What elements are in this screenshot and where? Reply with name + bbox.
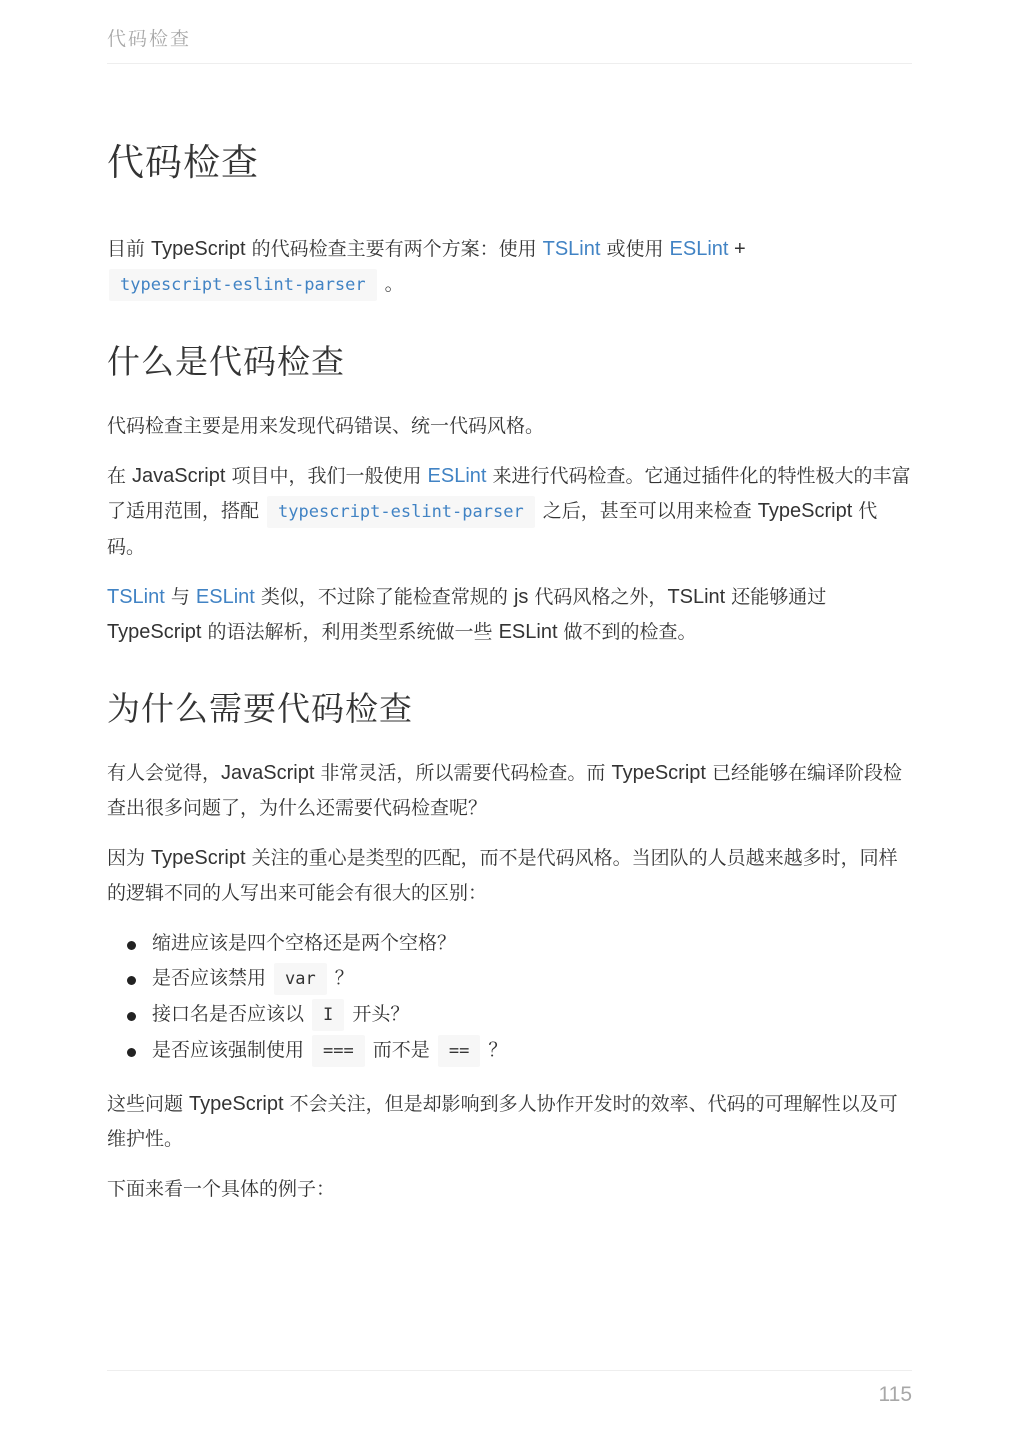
eslint-link[interactable]: ESLint xyxy=(195,586,255,608)
text: + xyxy=(728,238,746,260)
text: TypeScript xyxy=(151,238,246,260)
text: 缩进应该是四个空格还是两个空格？ xyxy=(152,932,457,954)
eslint-link[interactable]: ESLint xyxy=(669,238,729,260)
inline-code: === xyxy=(312,1035,365,1067)
text: 关注的重心是类型的匹配，而不是代码风格。当团队的人员越来越多时，同样的逻辑不同的人写出来可能会有很大的区别： xyxy=(107,847,898,904)
bullet-list xyxy=(107,926,912,1069)
text: 目前 xyxy=(107,238,152,260)
text: 做不到的检查。 xyxy=(557,621,697,643)
inline-code: typescript-eslint-parser xyxy=(109,269,377,301)
paragraph xyxy=(107,756,912,826)
text: TypeScript xyxy=(151,847,246,869)
inline-code: var xyxy=(274,963,327,995)
tslint-link[interactable]: TSLint xyxy=(542,238,601,260)
text: TypeScript xyxy=(107,621,202,643)
text: 。 xyxy=(378,273,404,295)
paragraph: 代码检查主要是用来发现代码错误、统一代码风格。 xyxy=(107,415,545,437)
text: 的语法解析，利用类型系统做一些 xyxy=(201,621,499,643)
text: TypeScript xyxy=(757,500,853,522)
text: 而不是 xyxy=(366,1039,436,1061)
text: ？ xyxy=(328,967,354,989)
text: ？ xyxy=(482,1039,508,1061)
paragraph xyxy=(107,841,912,911)
text: 不会关注，但是却影响到多人协作开发时的效率、代码的可理解性以及可维护性。 xyxy=(107,1093,898,1150)
page-number: 115 xyxy=(878,1383,912,1406)
paragraph xyxy=(107,580,912,650)
inline-code: I xyxy=(312,999,344,1031)
text: 项目中，我们一般使用 xyxy=(225,465,428,487)
text: JavaScript xyxy=(132,465,226,487)
page-content xyxy=(107,128,912,1222)
list-item xyxy=(107,926,912,961)
text: 来进行代码检查。它通过插件化的特性极大的丰富了适用范围，搭配 xyxy=(107,465,911,522)
text: 有人会觉得， xyxy=(107,762,222,784)
intro-paragraph xyxy=(107,232,912,303)
inline-code: == xyxy=(438,1035,480,1067)
text: 开头？ xyxy=(346,1003,410,1025)
running-header: 代码检查 xyxy=(107,28,192,50)
tslint-link[interactable]: TSLint xyxy=(107,586,165,608)
text: 在 xyxy=(107,465,133,487)
section-heading-why: 为什么需要代码检查 xyxy=(107,689,413,728)
text: 类似，不过除了能检查常规的 xyxy=(254,586,514,608)
eslint-link[interactable]: ESLint xyxy=(427,465,487,487)
section-heading-what: 什么是代码检查 xyxy=(107,342,345,381)
paragraph xyxy=(107,459,912,565)
paragraph: 下面来看一个具体的例子： xyxy=(107,1178,336,1200)
page-title: 代码检查 xyxy=(107,141,259,184)
footer-divider xyxy=(107,1370,912,1371)
text: 还能够通过 xyxy=(725,586,827,608)
text: TypeScript xyxy=(611,762,706,784)
list-item xyxy=(107,997,912,1033)
header-divider xyxy=(107,63,912,64)
text: 这些问题 xyxy=(107,1093,190,1115)
text: 代码风格之外， xyxy=(528,586,668,608)
text: TSLint xyxy=(667,586,726,608)
text: 或使用 xyxy=(600,238,670,260)
list-item xyxy=(107,961,912,997)
inline-code: typescript-eslint-parser xyxy=(267,496,535,528)
text: js xyxy=(513,586,529,608)
list-item xyxy=(107,1033,912,1069)
text: 之后，甚至可以用来检查 xyxy=(536,500,758,522)
text: ESLint xyxy=(498,621,558,643)
text: JavaScript xyxy=(221,762,315,784)
paragraph xyxy=(107,1087,912,1157)
text: 是否应该禁用 xyxy=(152,967,273,989)
text: 代码。 xyxy=(107,500,878,558)
text: 已经能够在编译阶段检查出很多问题了，为什么还需要代码检查呢？ xyxy=(107,762,903,819)
text: 非常灵活，所以需要代码检查。而 xyxy=(314,762,612,784)
text: 因为 xyxy=(107,847,152,869)
text: 的代码检查主要有两个方案：使用 xyxy=(245,238,543,260)
text: 与 xyxy=(164,586,196,608)
text: 接口名是否应该以 xyxy=(152,1003,311,1025)
text: TypeScript xyxy=(189,1093,284,1115)
text: 是否应该强制使用 xyxy=(152,1039,311,1061)
